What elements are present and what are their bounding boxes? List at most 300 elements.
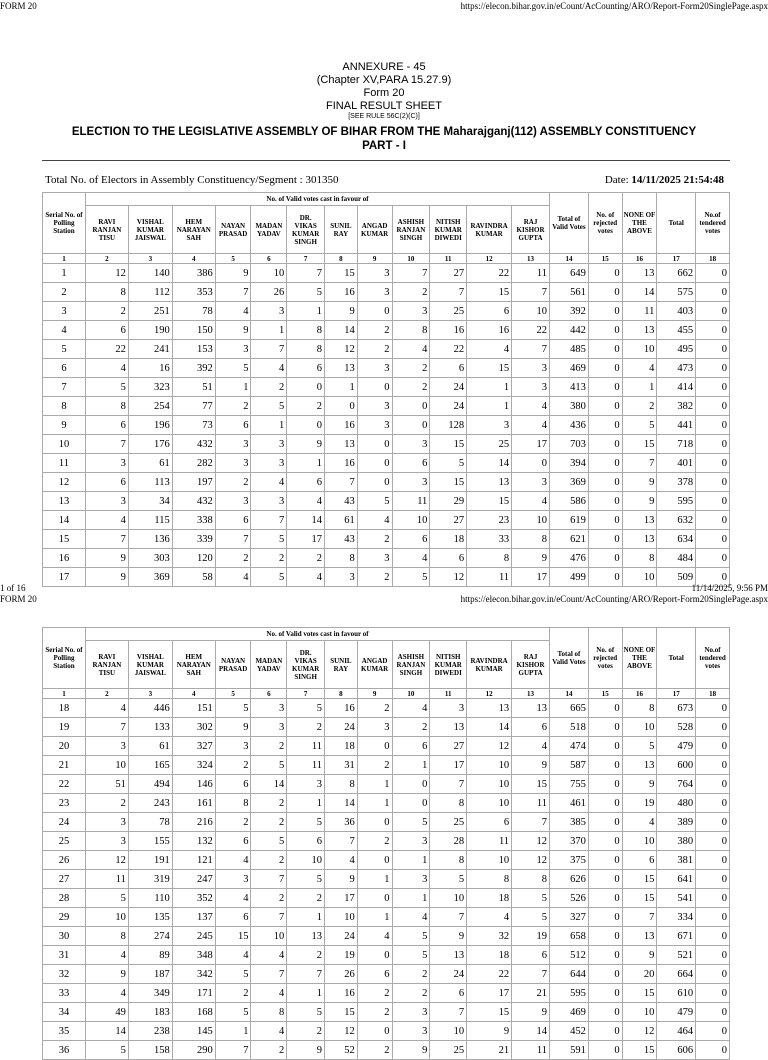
table-cell: 13	[512, 699, 550, 718]
table-row	[43, 813, 730, 832]
table-cell: 22	[430, 340, 467, 359]
table-row	[43, 435, 730, 454]
table-cell: 1	[215, 378, 251, 397]
table-cell: 0	[696, 1003, 730, 1022]
table-cell: 3	[251, 302, 287, 321]
table-cell: 7	[325, 473, 358, 492]
table-row	[43, 984, 730, 1003]
column-number: 1	[43, 689, 86, 699]
table-cell: 0	[357, 302, 392, 321]
column-number: 18	[696, 689, 730, 699]
table-cell: 10	[467, 756, 512, 775]
table-cell: 12	[325, 340, 358, 359]
table-cell: 25	[430, 813, 467, 832]
table-cell: 452	[550, 1022, 589, 1041]
table-cell: 5	[287, 870, 325, 889]
table-cell: 6	[357, 965, 392, 984]
table-cell: 6	[287, 473, 325, 492]
table-cell: 3	[85, 813, 128, 832]
table-cell: 4	[392, 340, 430, 359]
table-cell: 2	[357, 1041, 392, 1060]
table-cell: 4	[85, 511, 128, 530]
divider	[42, 160, 730, 161]
table-cell: 644	[550, 965, 589, 984]
table-row	[43, 378, 730, 397]
table-cell: 0	[588, 908, 622, 927]
table-cell: 145	[172, 1022, 215, 1041]
table-cell: 461	[550, 794, 589, 813]
table-cell: 7	[392, 264, 430, 283]
candidate-header: RAJ KISHOR GUPTA	[512, 206, 550, 254]
sheet-title: FINAL RESULT SHEET	[326, 100, 442, 112]
table-cell: 3	[43, 302, 86, 321]
table-cell: 24	[430, 965, 467, 984]
table-cell: 13	[287, 927, 325, 946]
footer-timestamp: 11/14/2025, 9:56 PM	[691, 583, 768, 593]
table-cell: 3	[85, 492, 128, 511]
table-cell: 349	[128, 984, 172, 1003]
table-cell: 33	[467, 530, 512, 549]
table-cell: 518	[550, 718, 589, 737]
table-cell: 16	[325, 699, 358, 718]
table-cell: 512	[550, 946, 589, 965]
table-cell: 7	[430, 908, 467, 927]
table-cell: 137	[172, 908, 215, 927]
table-cell: 2	[357, 1003, 392, 1022]
table-cell: 151	[172, 699, 215, 718]
table-cell: 282	[172, 454, 215, 473]
table-cell: 586	[550, 492, 589, 511]
table-cell: 18	[467, 946, 512, 965]
table-cell: 479	[657, 1003, 696, 1022]
table-cell: 13	[430, 718, 467, 737]
table-cell: 2	[251, 889, 287, 908]
table-cell: 0	[588, 870, 622, 889]
electors-value: 301350	[305, 174, 339, 186]
result-table-page1	[42, 192, 730, 587]
page-url[interactable]: https://elecon.bihar.gov.in/eCount/AcCounting/ARO/Report-Form20SinglePage.aspx	[460, 1, 768, 11]
table-cell: 27	[430, 737, 467, 756]
table-cell: 13	[430, 946, 467, 965]
table-cell: 7	[430, 283, 467, 302]
table-cell: 140	[128, 264, 172, 283]
table-cell: 121	[172, 851, 215, 870]
table-cell: 4	[85, 359, 128, 378]
table-cell: 0	[287, 378, 325, 397]
table-cell: 14	[43, 511, 86, 530]
table-cell: 3	[392, 870, 430, 889]
table-cell: 4	[287, 492, 325, 511]
table-row	[43, 454, 730, 473]
table-cell: 0	[588, 397, 622, 416]
table-cell: 25	[430, 302, 467, 321]
table-cell: 27	[430, 264, 467, 283]
table-cell: 8	[325, 549, 358, 568]
table-cell: 243	[128, 794, 172, 813]
table-cell: 61	[128, 737, 172, 756]
table-cell: 7	[622, 908, 657, 927]
table-cell: 16	[325, 416, 358, 435]
table-cell: 7	[85, 530, 128, 549]
table-cell: 9	[622, 775, 657, 794]
table-cell: 9	[392, 1041, 430, 1060]
table-cell: 7	[287, 264, 325, 283]
table-cell: 0	[588, 340, 622, 359]
table-cell: 10	[467, 794, 512, 813]
table-cell: 13	[467, 699, 512, 718]
table-cell: 5	[85, 1041, 128, 1060]
table-cell: 324	[172, 756, 215, 775]
table-cell: 31	[43, 946, 86, 965]
table-cell: 0	[588, 435, 622, 454]
table-cell: 14	[467, 454, 512, 473]
table-cell: 110	[128, 889, 172, 908]
table-cell: 7	[287, 965, 325, 984]
table-cell: 0	[588, 927, 622, 946]
table-cell: 0	[696, 984, 730, 1003]
tendered-header: No.of tendered votes	[696, 628, 730, 689]
candidate-header: SUNIL RAY	[325, 641, 358, 689]
table-cell: 132	[172, 832, 215, 851]
table-cell: 0	[696, 416, 730, 435]
table-cell: 10	[512, 302, 550, 321]
table-cell: 432	[172, 492, 215, 511]
table-cell: 6	[85, 321, 128, 340]
table-cell: 4	[467, 908, 512, 927]
table-cell: 4	[85, 946, 128, 965]
table-cell: 7	[512, 965, 550, 984]
candidate-header: RAVINDRA KUMAR	[467, 206, 512, 254]
table-cell: 0	[357, 946, 392, 965]
table-cell: 8	[215, 794, 251, 813]
table-cell: 2	[251, 1041, 287, 1060]
table-cell: 18	[430, 530, 467, 549]
table-cell: 0	[696, 435, 730, 454]
table-cell: 3	[251, 435, 287, 454]
table-row	[43, 397, 730, 416]
table-cell: 3	[325, 568, 358, 587]
table-cell: 0	[696, 699, 730, 718]
table-cell: 2	[287, 889, 325, 908]
table-cell: 17	[43, 568, 86, 587]
table-cell: 133	[128, 718, 172, 737]
table-cell: 5	[392, 927, 430, 946]
table-row	[43, 870, 730, 889]
table-cell: 0	[392, 397, 430, 416]
table-cell: 24	[325, 927, 358, 946]
table-cell: 382	[657, 397, 696, 416]
table-cell: 15	[622, 984, 657, 1003]
table-cell: 16	[325, 454, 358, 473]
table-row	[43, 756, 730, 775]
chapter-ref: (Chapter XV,PARA 15.27.9)	[316, 74, 452, 86]
table-cell: 0	[588, 965, 622, 984]
candidate-header: NAYAN PRASAD	[215, 641, 251, 689]
table-row	[43, 511, 730, 530]
table-cell: 0	[696, 889, 730, 908]
date-info	[605, 174, 724, 186]
table-cell: 649	[550, 264, 589, 283]
table-cell: 13	[622, 756, 657, 775]
table-cell: 8	[325, 775, 358, 794]
table-cell: 369	[550, 473, 589, 492]
table-cell: 0	[588, 794, 622, 813]
table-cell: 5	[85, 378, 128, 397]
table-cell: 2	[85, 302, 128, 321]
table-cell: 8	[512, 870, 550, 889]
table-cell: 120	[172, 549, 215, 568]
table-cell: 5	[287, 283, 325, 302]
table-cell: 12	[622, 1022, 657, 1041]
table-cell: 436	[550, 416, 589, 435]
candidate-header: RAVI RANJAN TISU	[85, 206, 128, 254]
table-cell: 17	[512, 568, 550, 587]
table-cell: 33	[43, 984, 86, 1003]
table-cell: 303	[128, 549, 172, 568]
table-cell: 6	[392, 454, 430, 473]
table-cell: 7	[85, 435, 128, 454]
table-cell: 4	[85, 699, 128, 718]
table-cell: 7	[43, 378, 86, 397]
table-cell: 35	[43, 1022, 86, 1041]
table-cell: 29	[43, 908, 86, 927]
table-cell: 150	[172, 321, 215, 340]
rejected-header: No. of rejected votes	[588, 193, 622, 254]
table-cell: 15	[467, 283, 512, 302]
table-cell: 0	[357, 378, 392, 397]
table-cell: 0	[588, 756, 622, 775]
table-cell: 0	[588, 530, 622, 549]
table-cell: 15	[430, 473, 467, 492]
table-cell: 0	[696, 568, 730, 587]
table-cell: 9	[512, 756, 550, 775]
table-cell: 7	[215, 283, 251, 302]
table-cell: 3	[357, 397, 392, 416]
column-number: 9	[357, 689, 392, 699]
table-cell: 0	[696, 283, 730, 302]
table-cell: 3	[357, 283, 392, 302]
table-cell: 4	[215, 851, 251, 870]
table-cell: 15	[215, 927, 251, 946]
table-cell: 183	[128, 1003, 172, 1022]
table-cell: 5	[85, 889, 128, 908]
table-cell: 3	[357, 718, 392, 737]
table-cell: 4	[467, 340, 512, 359]
table-cell: 664	[657, 965, 696, 984]
date-label: Date:	[604, 174, 632, 186]
table-cell: 11	[467, 832, 512, 851]
table-cell: 23	[467, 511, 512, 530]
table-cell: 2	[357, 699, 392, 718]
table-cell: 9	[43, 416, 86, 435]
table-cell: 0	[588, 416, 622, 435]
table-cell: 3	[215, 340, 251, 359]
table-cell: 353	[172, 283, 215, 302]
table-cell: 479	[657, 737, 696, 756]
serial-header: Serial No. of Polling Station	[43, 193, 86, 254]
table-cell: 394	[550, 454, 589, 473]
table-cell: 196	[128, 416, 172, 435]
table-cell: 17	[430, 756, 467, 775]
table-cell: 20	[43, 737, 86, 756]
table-cell: 4	[251, 473, 287, 492]
table-cell: 6	[85, 416, 128, 435]
table-cell: 6	[512, 718, 550, 737]
table-cell: 8	[85, 283, 128, 302]
table-cell: 0	[588, 718, 622, 737]
candidate-header: HEM NARAYAN SAH	[172, 206, 215, 254]
table-cell: 1	[357, 908, 392, 927]
candidate-header: DR. VIKAS KUMAR SINGH	[287, 641, 325, 689]
table-cell: 13	[622, 511, 657, 530]
table-cell: 31	[325, 756, 358, 775]
column-number: 12	[467, 689, 512, 699]
table-row	[43, 283, 730, 302]
table-cell: 10	[622, 1003, 657, 1022]
table-cell: 7	[430, 1003, 467, 1022]
table-cell: 8	[287, 340, 325, 359]
column-number: 11	[430, 689, 467, 699]
table-row	[43, 473, 730, 492]
table-cell: 26	[325, 965, 358, 984]
page-url-page2[interactable]: https://elecon.bihar.gov.in/eCount/AcCounting/ARO/Report-Form20SinglePage.aspx	[460, 594, 768, 604]
column-number: 14	[550, 689, 589, 699]
table-cell: 14	[325, 794, 358, 813]
table-cell: 0	[357, 435, 392, 454]
table-cell: 10	[622, 832, 657, 851]
table-cell: 3	[357, 416, 392, 435]
table-cell: 5	[251, 832, 287, 851]
table-cell: 606	[657, 1041, 696, 1060]
table-cell: 0	[696, 794, 730, 813]
table-cell: 375	[550, 851, 589, 870]
table-cell: 6	[430, 984, 467, 1003]
table-cell: 13	[622, 530, 657, 549]
candidate-header: DR. VIKAS KUMAR SINGH	[287, 206, 325, 254]
table-cell: 495	[657, 340, 696, 359]
table-cell: 1	[325, 378, 358, 397]
table-cell: 5	[622, 416, 657, 435]
table-row	[43, 851, 730, 870]
table-cell: 3	[467, 416, 512, 435]
table-cell: 4	[85, 984, 128, 1003]
column-number: 6	[251, 254, 287, 264]
table-cell: 3	[215, 737, 251, 756]
table-cell: 0	[588, 1003, 622, 1022]
table-row	[43, 794, 730, 813]
table-cell: 15	[622, 870, 657, 889]
column-number: 3	[128, 689, 172, 699]
table-cell: 6	[430, 549, 467, 568]
table-cell: 2	[287, 397, 325, 416]
table-cell: 12	[85, 264, 128, 283]
table-cell: 247	[172, 870, 215, 889]
candidate-header: RAVI RANJAN TISU	[85, 641, 128, 689]
table-cell: 386	[172, 264, 215, 283]
table-cell: 13	[325, 435, 358, 454]
table-cell: 3	[392, 1003, 430, 1022]
table-cell: 190	[128, 321, 172, 340]
table-cell: 5	[287, 1003, 325, 1022]
table-cell: 43	[325, 492, 358, 511]
table-cell: 634	[657, 530, 696, 549]
table-cell: 1	[467, 397, 512, 416]
candidate-header: SUNIL RAY	[325, 206, 358, 254]
table-cell: 15	[622, 1041, 657, 1060]
table-cell: 0	[696, 775, 730, 794]
table-cell: 0	[357, 454, 392, 473]
table-cell: 595	[657, 492, 696, 511]
table-cell: 15	[325, 264, 358, 283]
table-cell: 2	[357, 756, 392, 775]
table-cell: 5	[512, 889, 550, 908]
table-cell: 4	[251, 984, 287, 1003]
table-row	[43, 340, 730, 359]
table-cell: 610	[657, 984, 696, 1003]
table-cell: 12	[430, 568, 467, 587]
table-cell: 14	[622, 283, 657, 302]
table-cell: 327	[550, 908, 589, 927]
table-cell: 290	[172, 1041, 215, 1060]
form-number: Form 20	[363, 87, 405, 99]
table-cell: 5	[251, 397, 287, 416]
footer-page-count: 1 of 16	[0, 583, 26, 593]
table-cell: 0	[696, 264, 730, 283]
table-cell: 191	[128, 851, 172, 870]
table-cell: 2	[215, 813, 251, 832]
table-cell: 3	[85, 832, 128, 851]
table-cell: 12	[85, 851, 128, 870]
table-cell: 369	[128, 568, 172, 587]
table-cell: 113	[128, 473, 172, 492]
table-cell: 665	[550, 699, 589, 718]
valid-votes-header: No. of Valid votes cast in favour of	[85, 628, 549, 641]
table-cell: 153	[172, 340, 215, 359]
table-cell: 401	[657, 454, 696, 473]
column-number: 3	[128, 254, 172, 264]
candidate-header: ANGAD KUMAR	[357, 206, 392, 254]
table-cell: 0	[357, 473, 392, 492]
table-cell: 3	[357, 549, 392, 568]
rejected-header: No. of rejected votes	[588, 628, 622, 689]
table-cell: 16	[325, 283, 358, 302]
table-cell: 528	[657, 718, 696, 737]
table-cell: 0	[588, 737, 622, 756]
table-cell: 7	[512, 813, 550, 832]
column-number: 8	[325, 689, 358, 699]
table-cell: 25	[430, 1041, 467, 1060]
column-number: 7	[287, 689, 325, 699]
column-number: 17	[657, 689, 696, 699]
table-cell: 600	[657, 756, 696, 775]
table-row	[43, 549, 730, 568]
electors-info	[45, 174, 338, 186]
table-cell: 197	[172, 473, 215, 492]
table-cell: 323	[128, 378, 172, 397]
table-cell: 2	[215, 549, 251, 568]
table-cell: 494	[128, 775, 172, 794]
table-cell: 251	[128, 302, 172, 321]
table-cell: 392	[550, 302, 589, 321]
candidate-header: NITISH KUMAR DIWEDI	[430, 641, 467, 689]
table-cell: 136	[128, 530, 172, 549]
table-cell: 446	[128, 699, 172, 718]
table-cell: 1	[287, 454, 325, 473]
table-cell: 9	[287, 435, 325, 454]
column-number: 10	[392, 254, 430, 264]
table-cell: 13	[467, 473, 512, 492]
column-number: 12	[467, 254, 512, 264]
